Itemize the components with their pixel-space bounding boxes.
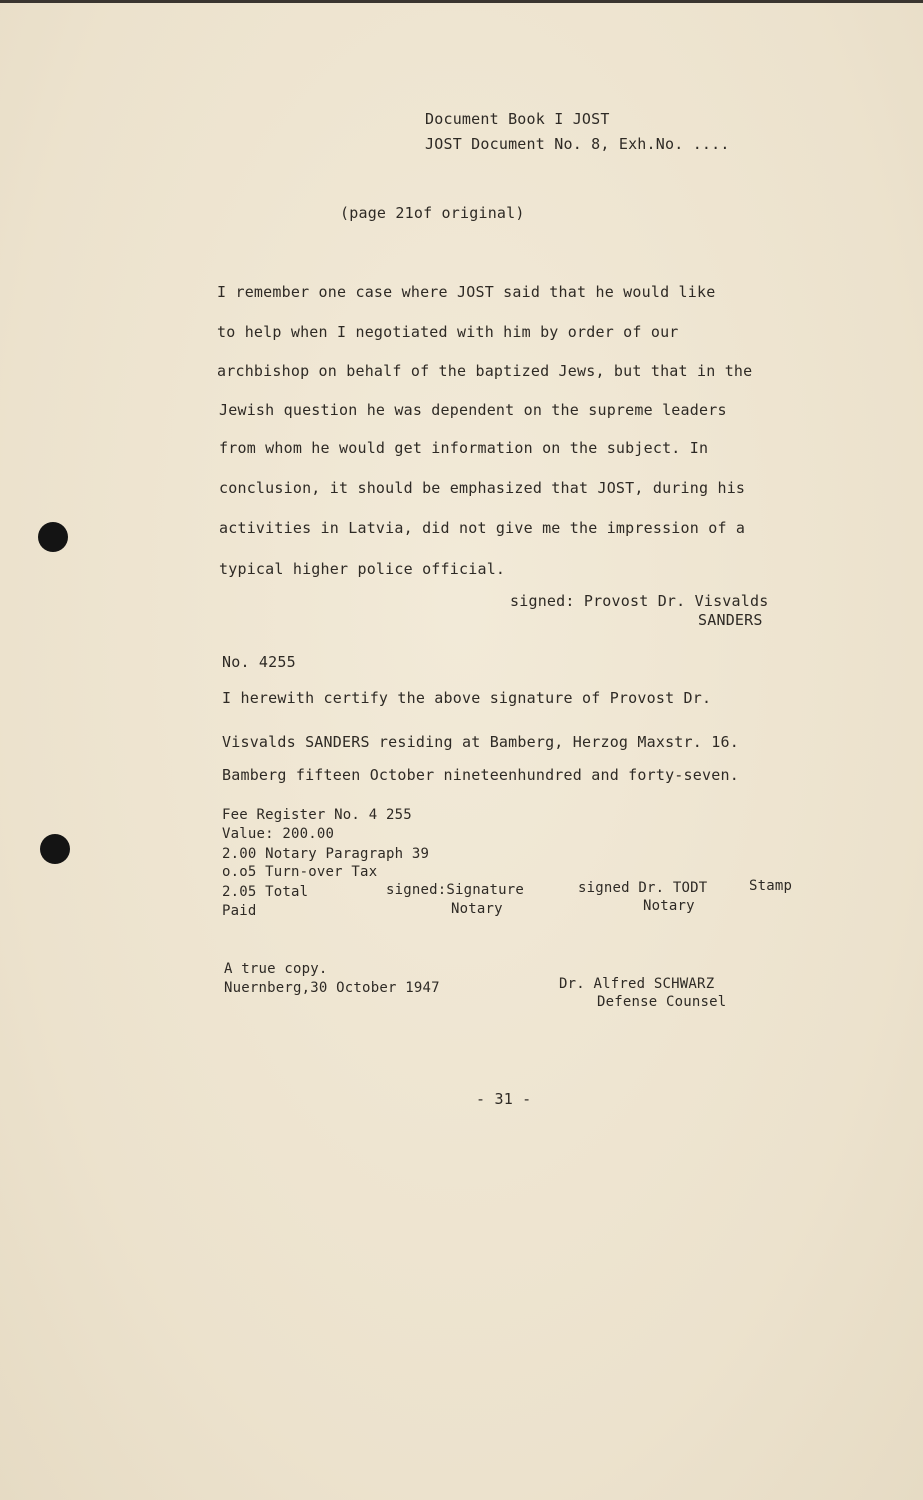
body-line: from whom he would get information on the subject. In <box>219 439 709 457</box>
body-line: typical higher police official. <box>219 560 506 578</box>
fee-turnover: o.o5 Turn-over Tax <box>222 864 378 880</box>
page-reference: (page 21of original) <box>340 204 525 222</box>
true-copy-label: A true copy. <box>224 961 328 977</box>
stamp-label: Stamp <box>749 878 793 894</box>
body-line: conclusion, it should be emphasized that JOST, during his <box>219 479 746 497</box>
certification-line: I herewith certify the above signature of Provost Dr. <box>222 689 712 707</box>
fee-value: Value: 200.00 <box>222 826 335 842</box>
notary-label: Notary <box>643 898 695 914</box>
signed-todt: signed Dr. TODT <box>578 880 708 896</box>
fee-register: Fee Register No. 4 255 <box>222 807 412 823</box>
doc-book-label: Document Book I JOST <box>425 110 610 128</box>
body-line: I remember one case where JOST said that he would like <box>217 283 716 301</box>
body-line: archbishop on behalf of the baptized Jews, but that in the <box>217 362 753 380</box>
counsel-title: Defense Counsel <box>597 994 727 1010</box>
doc-number-label: JOST Document No. 8, Exh.No. .... <box>425 135 730 153</box>
signature-line: signed: Provost Dr. Visvalds <box>510 592 769 610</box>
counsel-name: Dr. Alfred SCHWARZ <box>559 976 715 992</box>
fee-paid: Paid <box>222 903 257 919</box>
signature-name: SANDERS <box>698 611 763 629</box>
place-date: Nuernberg,30 October 1947 <box>224 980 440 996</box>
body-line: activities in Latvia, did not give me the impression of a <box>219 519 746 537</box>
signed-signature: signed:Signature <box>386 882 525 898</box>
certification-line: Bamberg fifteen October nineteenhundred and forty-seven. <box>222 766 739 784</box>
top-edge <box>0 0 923 3</box>
fee-total: 2.05 Total <box>222 884 309 900</box>
page-number: - 31 - <box>476 1090 532 1108</box>
certification-number: No. 4255 <box>222 653 296 671</box>
certification-line: Visvalds SANDERS residing at Bamberg, Herzog Maxstr. 16. <box>222 733 739 751</box>
body-line: Jewish question he was dependent on the supreme leaders <box>219 401 727 419</box>
punch-hole-top <box>38 522 68 552</box>
notary-label: Notary <box>451 901 503 917</box>
punch-hole-bottom <box>40 834 70 864</box>
body-line: to help when I negotiated with him by order of our <box>217 323 679 341</box>
fee-paragraph: 2.00 Notary Paragraph 39 <box>222 846 430 862</box>
